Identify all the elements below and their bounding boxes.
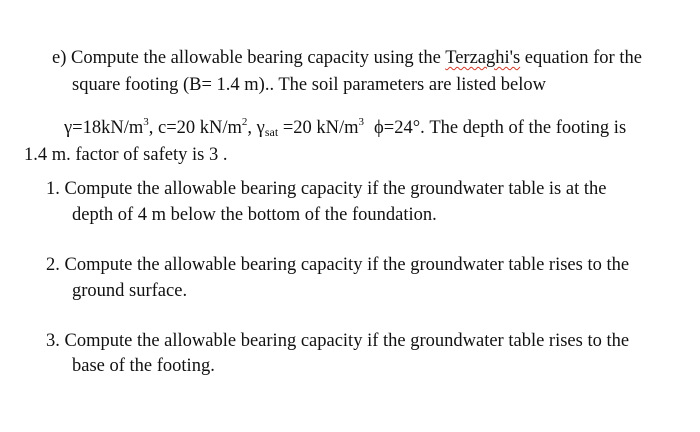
list-item-1 — [46, 178, 606, 200]
soil-parameters-line — [64, 117, 626, 141]
list-item-3 — [46, 330, 629, 352]
unit-weight: γ=18kN/m — [64, 118, 144, 138]
list-number: 1. — [46, 179, 60, 199]
question-text-end: equation for the — [520, 48, 642, 68]
list-item-2 — [46, 254, 629, 276]
list-number: 2. — [46, 255, 60, 275]
question-line-1 — [52, 47, 642, 69]
list-item-1-continuation: depth of 4 m below the bottom of the foundation. — [72, 205, 437, 225]
superscript-3: 3 — [143, 116, 149, 128]
list-item-text: Compute the allowable bearing capacity if the groundwater table is at the — [64, 179, 607, 199]
question-label: e) — [52, 48, 67, 68]
list-item-text: Compute the allowable bearing capacity if the groundwater table rises to the — [64, 331, 630, 351]
list-item-2-continuation: ground surface. — [72, 281, 188, 301]
separator: , — [247, 118, 257, 138]
question-text-start: Compute the allowable bearing capacity using the — [71, 48, 446, 68]
question-line-2: square footing (B= 1.4 m).. The soil parameters are listed below — [72, 75, 547, 95]
saturated-unit-weight: =20 kN/m — [278, 118, 359, 138]
misspelled-word[interactable]: Terzaghi's — [445, 48, 521, 68]
list-item-3-continuation: base of the footing. — [72, 356, 215, 376]
safety-factor-line: 1.4 m. factor of safety is 3 . — [24, 145, 228, 165]
gamma-symbol: γ — [256, 118, 265, 138]
superscript-3-sat: 3 — [358, 116, 365, 128]
footing-depth-text: . The depth of the footing is — [420, 118, 627, 138]
subscript-sat: sat — [264, 125, 279, 139]
friction-angle: ϕ=24° — [374, 118, 421, 138]
superscript-2: 2 — [241, 116, 248, 128]
cohesion: , c=20 kN/m — [148, 118, 242, 138]
list-item-text: Compute the allowable bearing capacity if the groundwater table rises to the — [64, 255, 630, 275]
list-number: 3. — [46, 331, 60, 351]
